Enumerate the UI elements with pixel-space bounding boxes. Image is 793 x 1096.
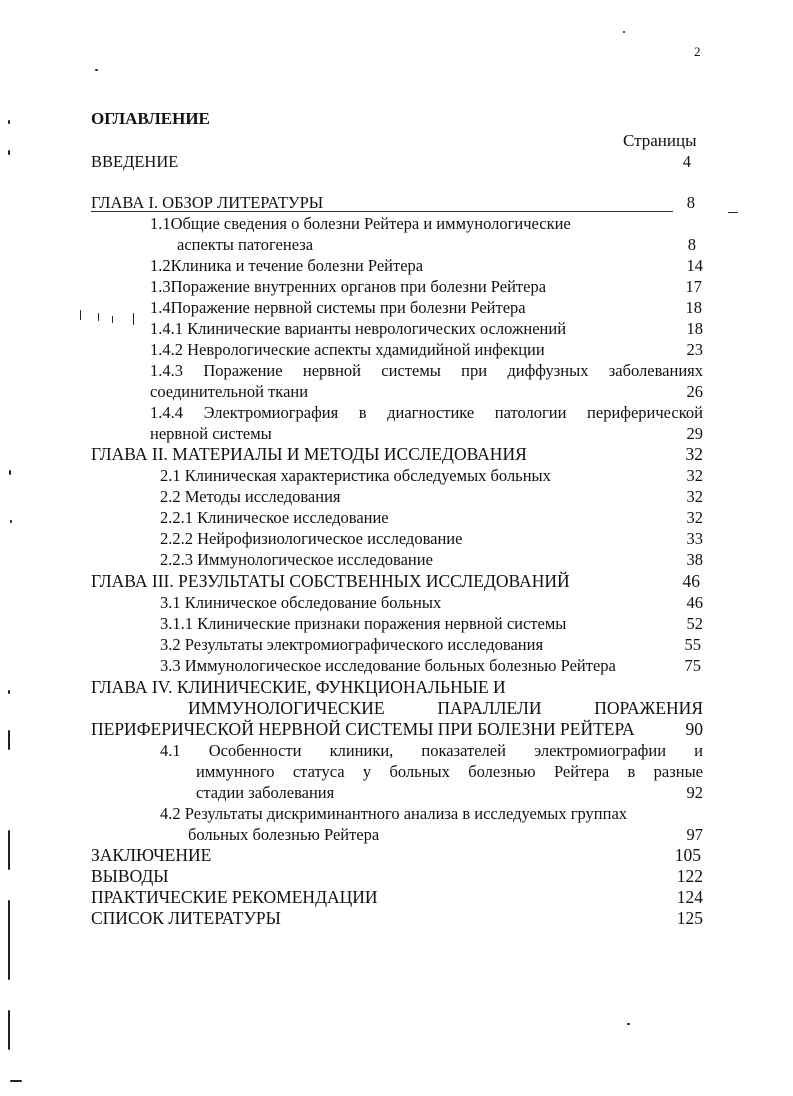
- toc-heading: ОГЛАВЛЕНИЕ: [91, 109, 210, 128]
- toc-entry: [91, 677, 703, 698]
- toc-entry: [150, 276, 702, 297]
- scan-speck: [95, 69, 98, 71]
- toc-entry-title: нервной системы: [150, 424, 272, 443]
- toc-entry-title: 1.4.1 Клинические варианты неврологических осложнений: [150, 319, 567, 338]
- toc-entry: [196, 782, 703, 803]
- toc-entry-page: 105: [674, 845, 701, 865]
- toc-entry-title: 2.2.2 Нейрофизиологическое исследование: [160, 529, 463, 548]
- toc-entry-page: 90: [685, 719, 703, 739]
- scan-speck: [627, 1023, 630, 1025]
- scan-speck: [8, 690, 10, 694]
- toc-entry-page: 32: [686, 508, 703, 527]
- scan-speck: [728, 212, 738, 213]
- toc-entry-page: 125: [676, 908, 703, 928]
- chapter-underline: [91, 211, 673, 212]
- toc-entry-title: СПИСОК ЛИТЕРАТУРЫ: [91, 908, 281, 928]
- toc-entry-title: ЗАКЛЮЧЕНИЕ: [91, 845, 212, 865]
- toc-entry: [150, 255, 703, 276]
- toc-entry-title: соединительной ткани: [150, 382, 309, 401]
- toc-entry-page: 4: [682, 152, 691, 171]
- toc-entry-page: 122: [676, 866, 703, 886]
- toc-entry-title: 1.4.4 Электромиография в диагностике патологии периферической: [150, 403, 703, 422]
- toc-entry: [150, 423, 703, 444]
- toc-entry: [160, 507, 703, 528]
- toc-entry: [150, 297, 702, 318]
- toc-entry: [91, 719, 703, 740]
- toc-entry-title: иммунного статуса у больных болезнью Рейтера в разные: [196, 762, 703, 781]
- toc-entry-page: 23: [686, 340, 703, 359]
- toc-entry-page: 32: [686, 487, 703, 506]
- toc-entry-page: 97: [686, 825, 703, 844]
- toc-entry: [160, 465, 703, 486]
- toc-entry-title: 3.1.1 Клинические признаки поражения нервной системы: [160, 614, 567, 633]
- toc-entry-page: 29: [686, 424, 703, 443]
- toc-entry-page: 18: [685, 298, 702, 317]
- toc-entry: [160, 613, 703, 634]
- toc-entry-page: 46: [686, 593, 703, 612]
- toc-entry-title: 1.3Поражение внутренних органов при болезни Рейтера: [150, 277, 547, 296]
- toc-entry-title: стадии заболевания: [196, 783, 335, 802]
- toc-entry: [160, 803, 703, 824]
- toc-entry-title: 1.4.2 Неврологические аспекты хдамидийной инфекции: [150, 340, 545, 359]
- scan-speck: [98, 313, 99, 321]
- scan-speck: [9, 470, 11, 475]
- toc-entry: [150, 213, 703, 234]
- toc-entry-title: 1.1Общие сведения о болезни Рейтера и иммунологические: [150, 214, 571, 233]
- toc-entry-page: 32: [686, 466, 703, 485]
- toc-entry: [91, 845, 701, 866]
- toc-entry-title: 2.2.3 Иммунологическое исследование: [160, 550, 433, 569]
- toc-entry-title: 1.2Клиника и течение болезни Рейтера: [150, 256, 424, 275]
- scan-speck: [112, 316, 113, 323]
- scan-speck: [8, 830, 10, 870]
- toc-entry-title: 2.2 Методы исследования: [160, 487, 341, 506]
- toc-entry-page: 33: [686, 529, 703, 548]
- toc-entry-page: 8: [686, 193, 695, 212]
- scan-speck: [10, 1080, 22, 1082]
- toc-entry-page: 26: [686, 382, 703, 401]
- toc-entry-page: 14: [686, 256, 703, 275]
- toc-entry: [91, 192, 695, 213]
- toc-entry-title: ГЛАВА IV. КЛИНИЧЕСКИЕ, ФУНКЦИОНАЛЬНЫЕ И: [91, 677, 506, 697]
- toc-entry-title: 3.1 Клиническое обследование больных: [160, 593, 442, 612]
- toc-entry-title: больных болезнью Рейтера: [188, 825, 380, 844]
- toc-entry-title: ГЛАВА I. ОБЗОР ЛИТЕРАТУРЫ: [91, 193, 324, 212]
- toc-entry-title: 3.3 Иммунологическое исследование больных болезнью Рейтера: [160, 656, 616, 675]
- toc-entry-page: 52: [686, 614, 703, 633]
- toc-entry: [177, 234, 696, 255]
- toc-entry: [150, 381, 703, 402]
- scan-speck: [10, 520, 12, 523]
- toc-entry: [150, 318, 703, 339]
- toc-entry: [160, 528, 703, 549]
- toc-entry: [160, 549, 703, 570]
- pages-column-label: Страницы: [623, 131, 697, 150]
- toc-entry-page: 32: [685, 444, 703, 464]
- scan-speck: [133, 313, 134, 325]
- scan-speck: [8, 150, 10, 155]
- toc-entry: [160, 486, 703, 507]
- toc-entry-title: ВЫВОДЫ: [91, 866, 169, 886]
- toc-entry: [91, 151, 691, 172]
- toc-entry-page: 18: [686, 319, 703, 338]
- page-number: 2: [694, 44, 701, 59]
- toc-entry: [91, 908, 703, 929]
- scan-speck: [8, 120, 10, 124]
- toc-entry-title: ВВЕДЕНИЕ: [91, 152, 179, 171]
- toc-entry-page: 55: [684, 635, 701, 654]
- toc-entry-title: ГЛАВА II. МАТЕРИАЛЫ И МЕТОДЫ ИССЛЕДОВАНИЯ: [91, 444, 527, 464]
- toc-entry-page: 124: [676, 887, 703, 907]
- toc-entry: [160, 740, 703, 761]
- toc-entry: [188, 824, 703, 845]
- toc-entry-title: ГЛАВА III. РЕЗУЛЬТАТЫ СОБСТВЕННЫХ ИССЛЕДОВАНИЙ: [91, 571, 570, 591]
- toc-entry: [91, 571, 700, 592]
- toc-entry-page: 8: [687, 235, 696, 254]
- toc-entry-title: 4.2 Результаты дискриминантного анализа в исследуемых группах: [160, 804, 628, 823]
- toc-entry-page: 38: [686, 550, 703, 569]
- toc-entry: [91, 887, 703, 908]
- scan-speck: [8, 1010, 10, 1050]
- toc-entry-page: 92: [686, 783, 703, 802]
- scan-speck: [8, 730, 10, 750]
- toc-entry-title: 1.4Поражение нервной системы при болезни Рейтера: [150, 298, 526, 317]
- toc-entry-title: аспекты патогенеза: [177, 235, 314, 254]
- scan-speck: [8, 900, 10, 980]
- toc-entry: [196, 761, 703, 782]
- toc-entry: [150, 360, 703, 381]
- toc-entry-title: 2.1 Клиническая характеристика обследуемых больных: [160, 466, 551, 485]
- toc-entry-title: 1.4.3 Поражение нервной системы при диффузных заболеваниях: [150, 361, 703, 380]
- toc-entry-page: 17: [685, 277, 702, 296]
- toc-entry-title: 4.1 Особенности клиники, показателей электромиографии и: [160, 741, 703, 760]
- toc-entry-page: 46: [682, 571, 700, 591]
- toc-entry-title: 3.2 Результаты электромиографического исследования: [160, 635, 544, 654]
- toc-entry: [160, 634, 701, 655]
- toc-entry: [91, 866, 703, 887]
- toc-entry-title: ПРАКТИЧЕСКИЕ РЕКОМЕНДАЦИИ: [91, 887, 378, 907]
- toc-entry-title: 2.2.1 Клиническое исследование: [160, 508, 389, 527]
- toc-entry: [91, 444, 703, 465]
- scan-speck: [623, 31, 625, 33]
- toc-entry-page: 75: [684, 656, 701, 675]
- toc-entry: [188, 698, 703, 719]
- toc-entry: [150, 402, 703, 423]
- toc-entry: [150, 339, 703, 360]
- scan-speck: [80, 310, 81, 320]
- toc-entry-title: ИММУНОЛОГИЧЕСКИЕ ПАРАЛЛЕЛИ ПОРАЖЕНИЯ: [188, 698, 703, 718]
- toc-entry-title: ПЕРИФЕРИЧЕСКОЙ НЕРВНОЙ СИСТЕМЫ ПРИ БОЛЕЗНИ РЕЙТЕРА: [91, 719, 635, 739]
- toc-entry: [160, 655, 701, 676]
- toc-entry: [160, 592, 703, 613]
